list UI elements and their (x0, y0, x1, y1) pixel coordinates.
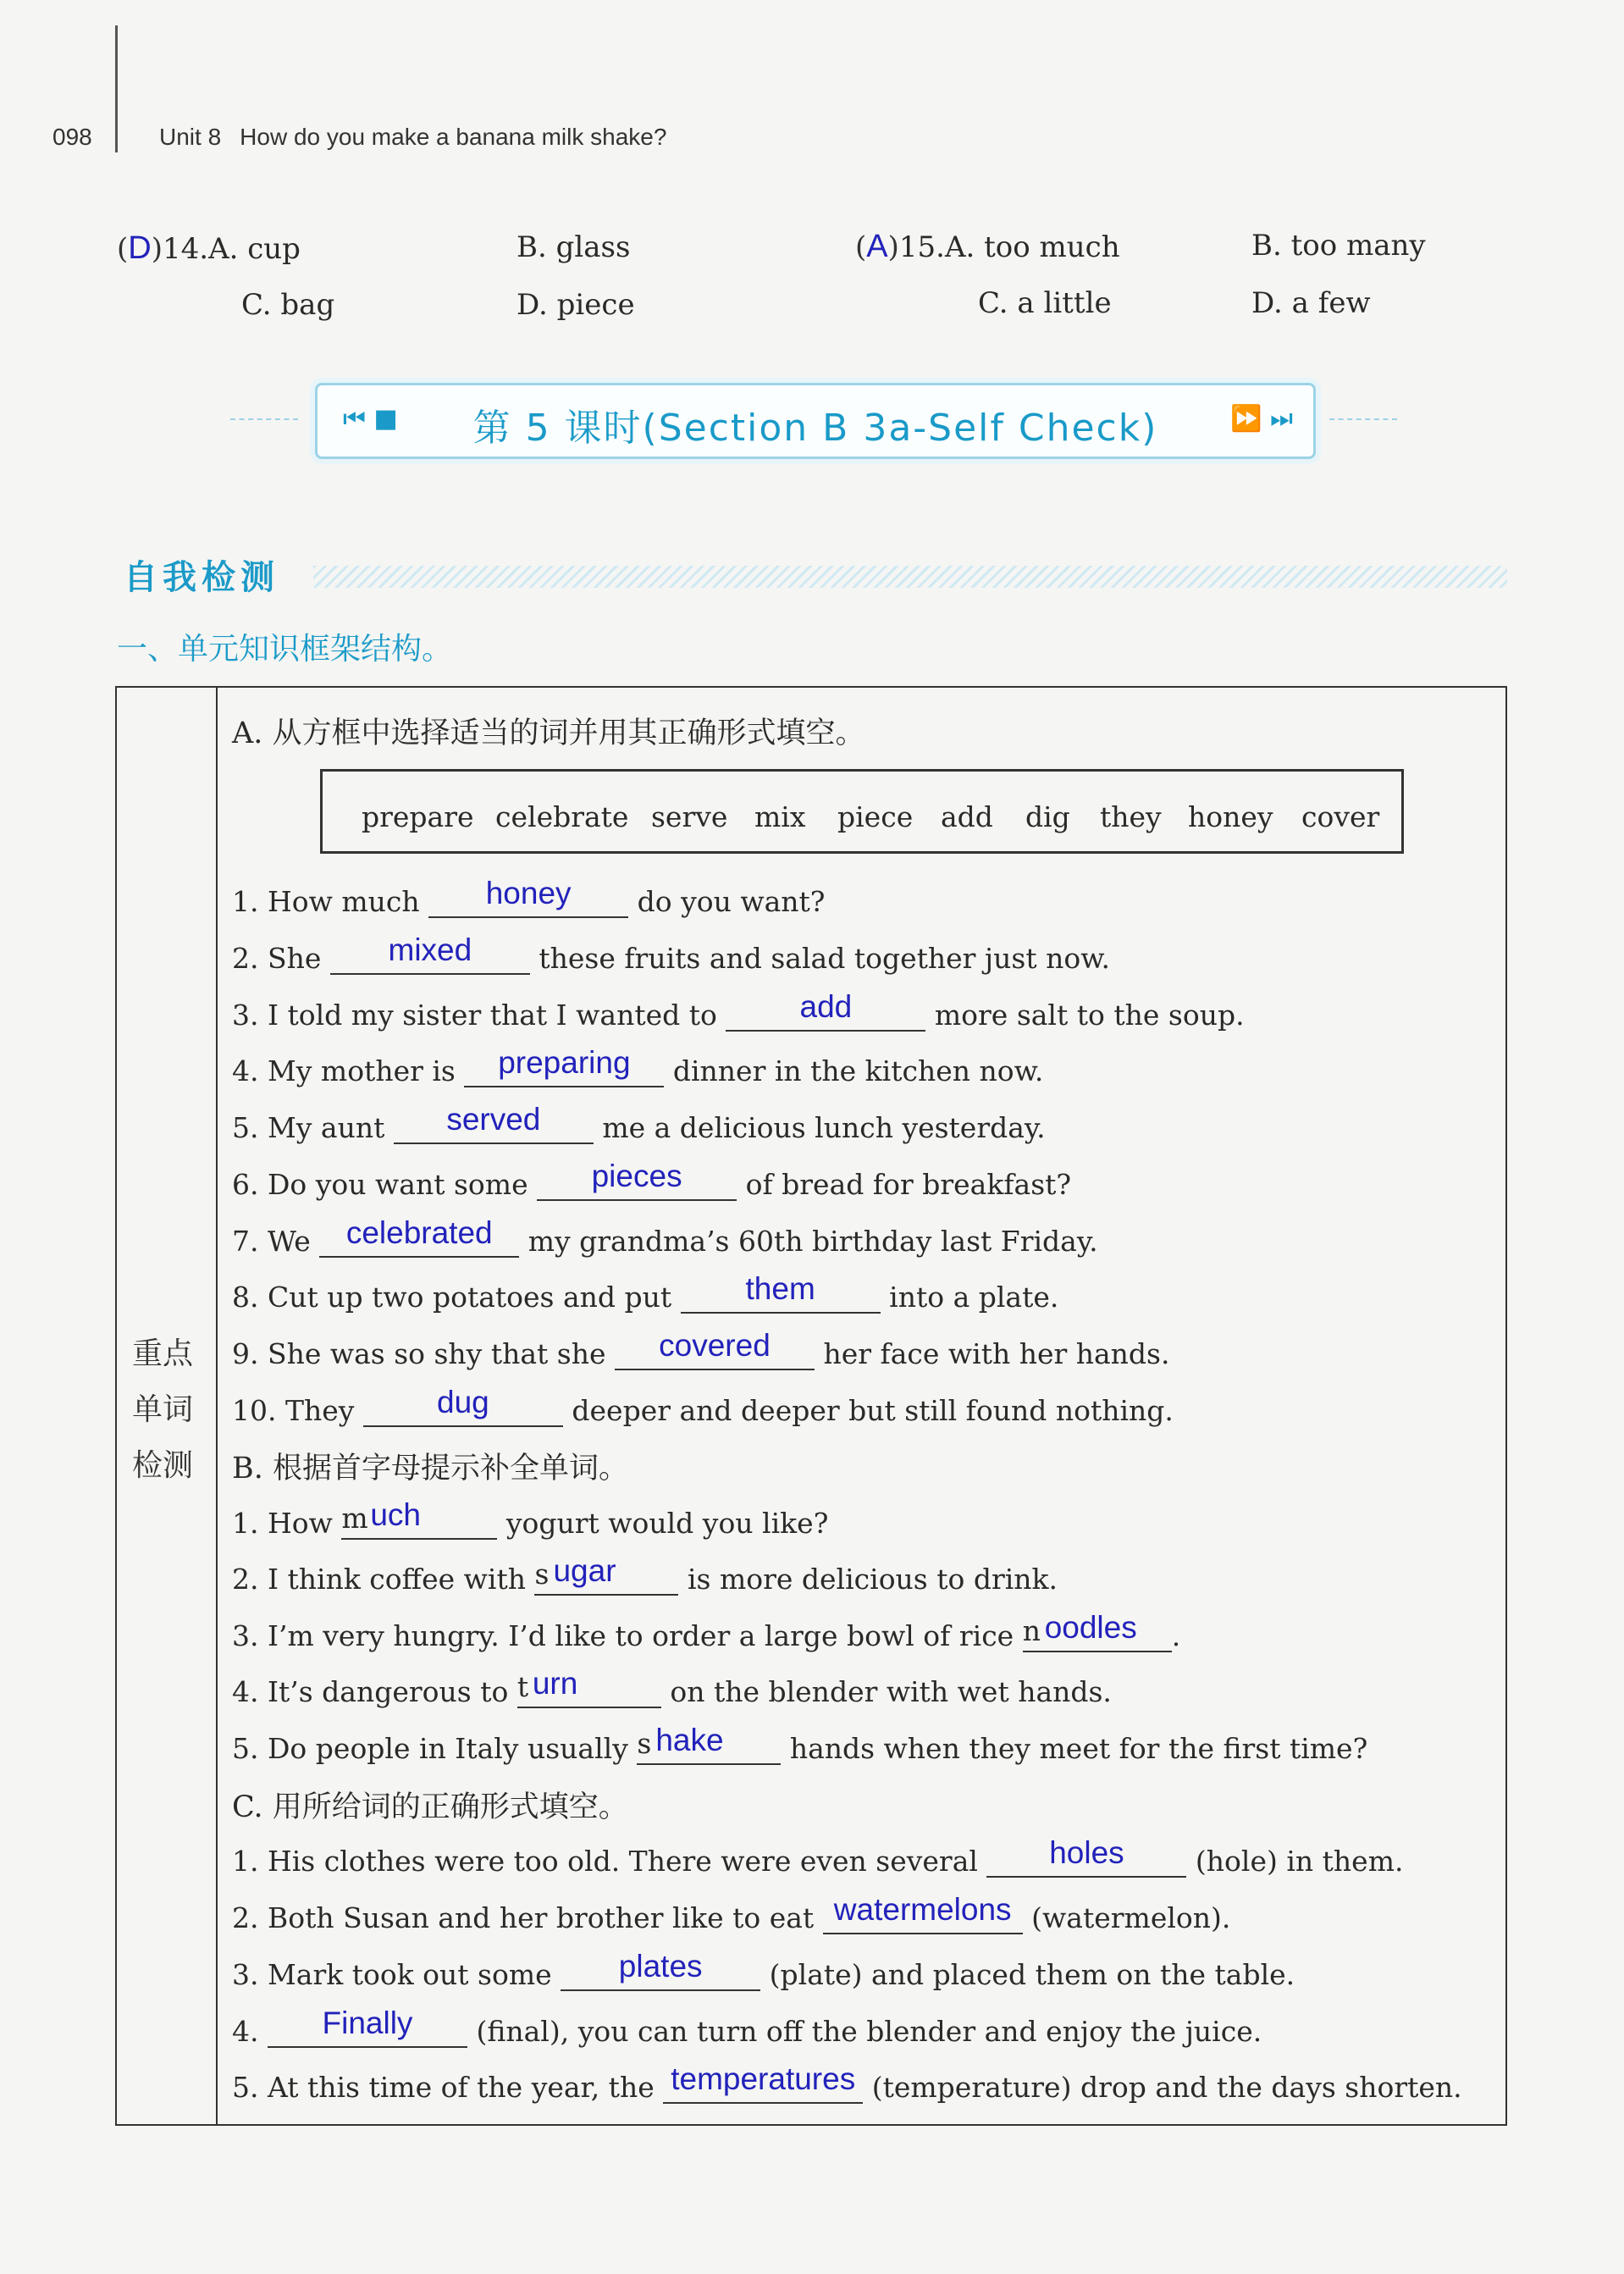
answer-blank (726, 989, 925, 1032)
answer-blank (330, 932, 530, 975)
answer-text: urn (532, 1666, 578, 1701)
side-label-line3: 检测 (132, 1448, 194, 1483)
mcq-14: (D)14.A. cup (117, 230, 301, 266)
answer-blank (394, 1102, 594, 1144)
part-a-item-8: 8. Cut up two potatoes and put them into a plate. (232, 1271, 1059, 1314)
answer-blank (341, 1497, 497, 1540)
mcq-15-option-c: C. a little (978, 286, 1112, 320)
answer-blank (663, 2061, 863, 2104)
part-a-title: A. 从方框中选择适当的词并用其正确形式填空。 (232, 717, 865, 750)
part-b-item-5: 5. Do people in Italy usually s hake hands when they meet for the first time? (232, 1723, 1368, 1765)
heading-stripe (313, 566, 1507, 588)
answer-blank (561, 1949, 760, 1991)
part-a-item-7: 7. We celebrated my grandma’s 60th birthday last Friday. (232, 1215, 1098, 1258)
answer-text: dug (437, 1385, 489, 1419)
section-banner (315, 383, 1316, 459)
side-label-line2: 单词 (132, 1392, 194, 1427)
part-c-item-5: 5. At this time of the year, the temperatures (temperature) drop and the days shorten. (232, 2061, 1462, 2104)
answer-blank (823, 1892, 1023, 1934)
part-b-item-1: 1. How m uch yogurt would you like? (232, 1497, 829, 1540)
initial-letter: s (637, 1727, 652, 1760)
word-item: celebrate (495, 800, 629, 833)
header-rule (115, 25, 118, 152)
part-a-item-4: 4. My mother is preparing dinner in the kitchen now. (232, 1045, 1044, 1087)
table-divider (216, 686, 218, 2126)
word-item: prepare (362, 800, 474, 833)
section-deco-right (1329, 418, 1397, 420)
answer-text: them (745, 1271, 815, 1306)
answer-blank (319, 1215, 519, 1258)
mcq-14-option-b: B. glass (516, 230, 631, 264)
answer-text: watermelons (833, 1892, 1012, 1927)
answer-blank (986, 1835, 1186, 1878)
mcq-15: (A)15.A. too much (855, 229, 1120, 264)
section-title: 第 5 课时(Section B 3a-Self Check) (472, 407, 1158, 450)
part-a-item-2: 2. She mixed these fruits and salad together just now. (232, 932, 1111, 975)
answer-text: temperatures (671, 2061, 856, 2096)
self-check-heading: 自我检测 (124, 558, 279, 597)
answer-text: covered (659, 1328, 771, 1363)
answer-blank (537, 1159, 737, 1201)
word-box (320, 769, 1404, 854)
unit-label: Unit 8 (159, 124, 222, 150)
answer-blank (534, 1553, 678, 1596)
part-b-item-3: 3. I’m very hungry. I’d like to order a large bowl of rice n oodles . (232, 1610, 1181, 1652)
word-item: dig (1025, 800, 1070, 833)
mcq-answer: A (866, 229, 888, 264)
answer-text: served (446, 1102, 541, 1137)
answer-text: celebrated (345, 1215, 493, 1250)
part-a-item-10: 10. They dug deeper and deeper but still found nothing. (232, 1385, 1174, 1427)
part-a-item-1: 1. How much honey do you want? (232, 876, 826, 918)
word-item: add (941, 800, 993, 833)
answer-text: ugar (553, 1553, 616, 1588)
answer-text: plates (618, 1949, 703, 1984)
part-c-item-1: 1. His clothes were too old. There were even several holes (hole) in them. (232, 1835, 1404, 1878)
initial-letter: s (534, 1557, 550, 1591)
part-a-item-5: 5. My aunt served me a delicious lunch yesterday. (232, 1102, 1046, 1144)
mcq-15-option-d: D. a few (1251, 286, 1371, 320)
initial-letter: n (1022, 1614, 1041, 1647)
unit-title: How do you make a banana milk shake? (240, 124, 667, 150)
part-c-title: C. 用所给词的正确形式填空。 (232, 1790, 628, 1824)
answer-blank (363, 1385, 563, 1427)
word-item: honey (1188, 800, 1273, 833)
part-a-item-9: 9. She was so shy that she covered her face with her hands. (232, 1328, 1170, 1370)
answer-text: hake (655, 1723, 724, 1757)
part-b-item-4: 4. It’s dangerous to t urn on the blender with wet hands. (232, 1666, 1112, 1708)
answer-text: add (799, 989, 853, 1024)
skip-back-icon: ⏮ ■ (343, 404, 398, 434)
running-head (159, 124, 666, 151)
part-a-item-6: 6. Do you want some pieces of bread for breakfast? (232, 1159, 1072, 1201)
answer-blank (516, 1666, 661, 1708)
word-item: mix (754, 800, 806, 833)
answer-text: preparing (498, 1045, 631, 1080)
word-item: serve (651, 800, 728, 833)
answer-text: Finally (322, 2006, 413, 2040)
answer-blank (637, 1723, 781, 1765)
mcq-14-option-c: C. bag (241, 288, 335, 322)
mcq-number: 15. (898, 230, 945, 264)
part-b-title: B. 根据首字母提示补全单词。 (232, 1452, 628, 1486)
answer-text: honey (485, 876, 572, 910)
answer-text: mixed (388, 932, 472, 967)
answer-text: oodles (1044, 1610, 1137, 1645)
unit-framework-heading: 一、单元知识框架结构。 (117, 632, 453, 667)
page-number: 098 (52, 124, 92, 150)
answer-blank (681, 1271, 881, 1314)
word-item: they (1100, 800, 1162, 833)
initial-letter: t (516, 1670, 529, 1703)
part-a-item-3: 3. I told my sister that I wanted to add more salt to the soup. (232, 989, 1245, 1032)
mcq-14-option-d: D. piece (516, 288, 635, 322)
answer-blank (464, 1045, 664, 1087)
answer-text: holes (1049, 1835, 1124, 1870)
part-c-item-2: 2. Both Susan and her brother like to eat watermelons (watermelon). (232, 1892, 1231, 1934)
mcq-option-a: A. cup (208, 232, 301, 266)
section-deco-left (230, 418, 298, 420)
mcq-number: 14. (162, 232, 209, 266)
word-item: cover (1301, 800, 1380, 833)
answer-blank (1022, 1610, 1172, 1652)
answer-blank (268, 2006, 467, 2048)
answer-blank (428, 876, 628, 918)
part-c-item-4: 4. Finally (final), you can turn off the blender and enjoy the juice. (232, 2006, 1262, 2048)
answer-text: pieces (591, 1159, 682, 1193)
mcq-option-a: A. too much (944, 230, 1120, 264)
answer-blank (615, 1328, 815, 1370)
initial-letter: m (341, 1502, 368, 1535)
part-b-item-2: 2. I think coffee with s ugar is more delicious to drink. (232, 1553, 1058, 1596)
skip-forward-icon: ⏩ ⏭ (1230, 404, 1293, 434)
part-c-item-3: 3. Mark took out some plates (plate) and placed them on the table. (232, 1949, 1295, 1991)
mcq-15-option-b: B. too many (1251, 229, 1426, 263)
word-item: piece (837, 800, 914, 833)
answer-text: uch (370, 1497, 422, 1532)
side-label-line1: 重点 (132, 1336, 194, 1371)
mcq-answer: D (128, 230, 152, 266)
